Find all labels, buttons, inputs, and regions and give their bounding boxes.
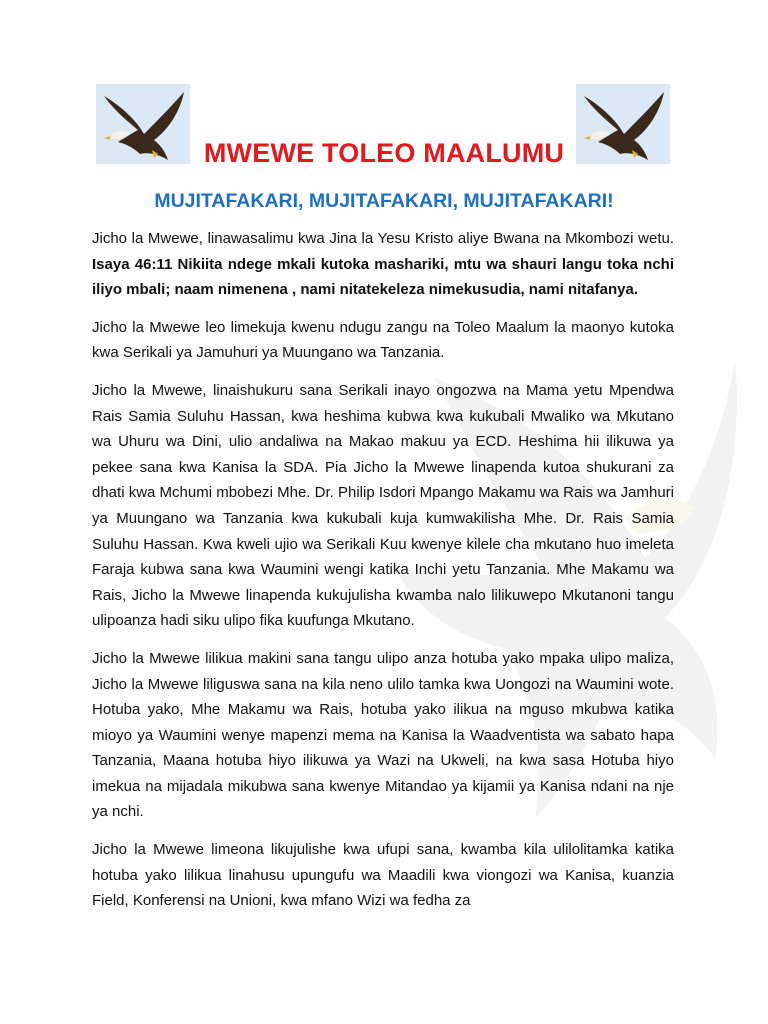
paragraph-1: [92, 226, 674, 303]
paragraph-4: Jicho la Mwewe lilikua makini sana tangu ulipo anza hotuba yako mpaka ulipo maliza, Jicho la Mwewe liliguswa sana na kila neno ulilo tamka kwa Uongozi na Waumini wote. Hotuba yako, Mhe Makamu wa Rais, hotuba yako ilikua na mguso mkubwa katika mioyo ya Waumini wenye mapenzi mema na Kanisa la Waadventista wa sabato hapa Tanzania, Maana hotuba hiyo ilikuwa ya Wazi na Ukweli, na kwa sasa Hotuba hiyo imekua na mijadala mikubwa sana kwenye Mitandao ya kijamii ya Kanisa ndani na nje ya nchi.: [92, 649, 674, 821]
paragraph-1-intro: Jicho la Mwewe, linawasalimu kwa Jina la Yesu Kristo aliye Bwana na Mkombozi wetu.: [92, 230, 674, 247]
paragraph-5: Jicho la Mwewe limeona likujulishe kwa ufupi sana, kwamba kila ulilolitamka katika hotuba yako lilikua linahusu upungufu wa Maadili kwa viongozi wa Kanisa, kuanzia Field, Konferensi na Unioni, kwa mfano Wizi wa fedha za: [92, 841, 674, 910]
document-body: [92, 226, 674, 926]
paragraph-2: Jicho la Mwewe leo limekuja kwenu ndugu zangu na Toleo Maalum la maonyo kutoka kwa Serikali ya Jamuhuri ya Muungano wa Tanzania.: [92, 318, 674, 362]
paragraph-1-scripture: Isaya 46:11 Nikiita ndege mkali kutoka mashariki, mtu wa shauri langu toka nchi iliyo mbali; naam nimenena , nami nitatekeleza nimekusudia, nami nitafanya.: [92, 255, 674, 299]
paragraph-3: Jicho la Mwewe, linaishukuru sana Serikali inayo ongozwa na Mama yetu Mpendwa Rais Samia Suluhu Hassan, kwa heshima kubwa kwa kukubali Mwaliko wa Mkutano wa Uhuru wa Dini, ulio andaliwa na Makao makuu ya ECD. Heshima hii ilikuwa ya pekee sana kwa Kanisa la SDA. Pia Jicho la Mwewe linapenda kutoa shukurani za dhati kwa Mchumi mbobezi Mhe. Dr. Philip Isdori Mpango Makamu wa Rais wa Jamhuri ya Muungano wa Tanzania kwa kukubali kuja kumwakilisha Mhe. Dr. Rais Samia Suluhu Hassan. Kwa kweli ujio wa Serikali Kuu kwenye kilele cha mkutano huo imeleta Faraja kubwa sana kwa Waumini wengi katika Inchi yetu Tanzania. Mhe Makamu wa Rais, Jicho la Mwewe linapenda kukujulisha kwamba nalo lilikuwepo Mkutanoni tangu ulipoanza hadi siku ulipo fika kuufunga Mkutano.: [92, 381, 674, 630]
document-title: MWEWE TOLEO MAALUMU: [203, 138, 565, 168]
document-subtitle: MUJITAFAKARI, MUJITAFAKARI, MUJITAFAKARI!: [154, 190, 614, 212]
